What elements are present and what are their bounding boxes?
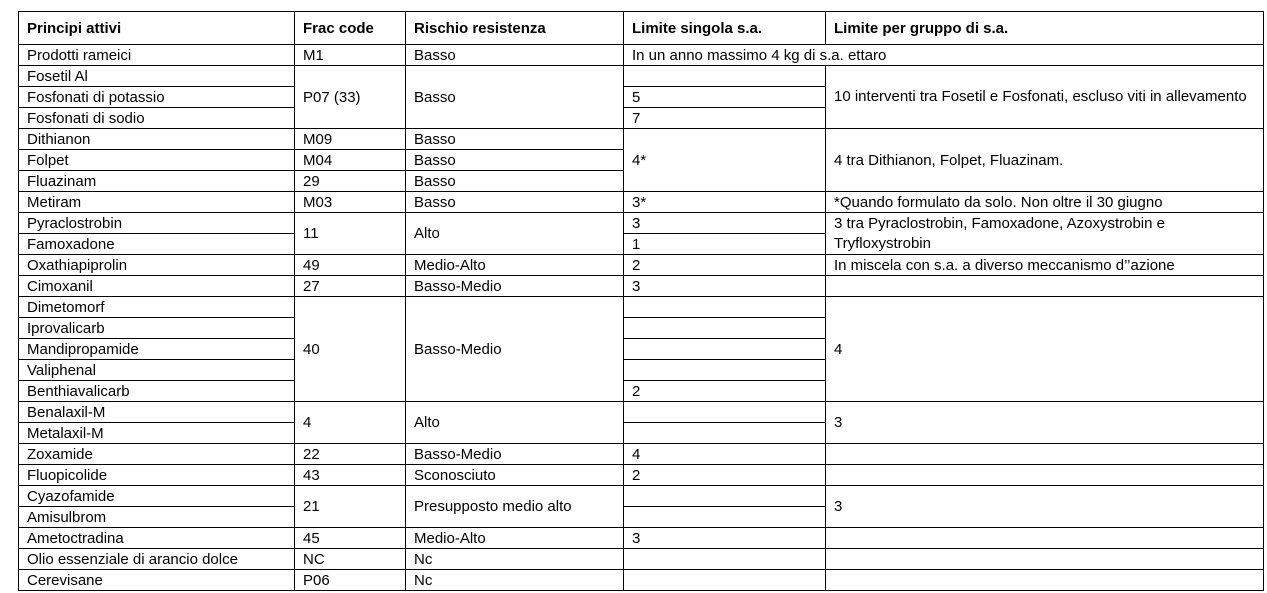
active-ingredient-cell: Fluopicolide — [19, 465, 295, 486]
single-limit-cell: 3 — [624, 528, 826, 549]
active-ingredient-cell: Cyazofamide — [19, 486, 295, 507]
table-row — [19, 549, 1264, 570]
single-limit-cell — [624, 507, 826, 528]
risk-cell: Basso-Medio — [406, 297, 624, 402]
group-limit-cell — [826, 465, 1264, 486]
single-limit-cell: 4* — [624, 129, 826, 192]
group-limit-cell — [826, 276, 1264, 297]
risk-cell: Basso — [406, 150, 624, 171]
frac-code-cell: NC — [295, 549, 406, 570]
single-limit-cell: 1 — [624, 234, 826, 255]
frac-code-cell: 43 — [295, 465, 406, 486]
single-limit-cell — [624, 297, 826, 318]
single-limit-cell: 2 — [624, 255, 826, 276]
single-limit-cell: 2 — [624, 465, 826, 486]
risk-cell: Basso-Medio — [406, 444, 624, 465]
single-limit-cell: 3 — [624, 213, 826, 234]
active-ingredient-cell: Fosetil Al — [19, 66, 295, 87]
active-ingredient-cell: Olio essenziale di arancio dolce — [19, 549, 295, 570]
risk-cell: Alto — [406, 213, 624, 255]
risk-cell: Basso — [406, 66, 624, 129]
risk-cell: Basso — [406, 171, 624, 192]
active-ingredient-cell: Metiram — [19, 192, 295, 213]
frac-code-cell: P07 (33) — [295, 66, 406, 129]
active-ingredient-cell: Ametoctradina — [19, 528, 295, 549]
table-row — [19, 45, 1264, 66]
active-ingredient-cell: Dithianon — [19, 129, 295, 150]
frac-code-cell: 21 — [295, 486, 406, 528]
frac-code-cell: P06 — [295, 570, 406, 591]
risk-cell: Basso — [406, 129, 624, 150]
active-ingredient-cell: Pyraclostrobin — [19, 213, 295, 234]
single-limit-cell — [624, 66, 826, 87]
risk-cell: Basso — [406, 45, 624, 66]
frac-code-cell: M03 — [295, 192, 406, 213]
single-limit-cell — [624, 486, 826, 507]
risk-cell: Alto — [406, 402, 624, 444]
single-limit-cell — [624, 339, 826, 360]
active-ingredient-cell: Iprovalicarb — [19, 318, 295, 339]
table-row — [19, 276, 1264, 297]
active-ingredient-cell: Folpet — [19, 150, 295, 171]
group-limit-cell — [826, 549, 1264, 570]
active-ingredient-cell: Cerevisane — [19, 570, 295, 591]
table-row — [19, 486, 1264, 507]
single-limit-cell — [624, 570, 826, 591]
group-limit-cell: 3 — [826, 402, 1264, 444]
group-limit-cell: 4 tra Dithianon, Folpet, Fluazinam. — [826, 129, 1264, 192]
active-ingredient-cell: Oxathiapiprolin — [19, 255, 295, 276]
group-limit-cell — [826, 444, 1264, 465]
group-limit-cell: *Quando formulato da solo. Non oltre il 30 giugno — [826, 192, 1264, 213]
frac-code-cell: 45 — [295, 528, 406, 549]
group-limit-cell: 3 tra Pyraclostrobin, Famoxadone, Azoxystrobin e Tryfloxystrobin — [826, 213, 1264, 255]
active-ingredient-cell: Fluazinam — [19, 171, 295, 192]
table-row — [19, 213, 1264, 234]
single-limit-cell: 7 — [624, 108, 826, 129]
single-limit-cell: 3* — [624, 192, 826, 213]
table-row — [19, 66, 1264, 87]
active-ingredient-cell: Amisulbrom — [19, 507, 295, 528]
risk-cell: Nc — [406, 570, 624, 591]
table-row — [19, 528, 1264, 549]
table-row — [19, 255, 1264, 276]
single-limit-cell: 3 — [624, 276, 826, 297]
risk-cell: Basso — [406, 192, 624, 213]
risk-cell: Basso-Medio — [406, 276, 624, 297]
active-ingredient-cell: Zoxamide — [19, 444, 295, 465]
frac-code-cell: M1 — [295, 45, 406, 66]
header-row — [19, 12, 1264, 45]
active-ingredient-cell: Valiphenal — [19, 360, 295, 381]
header-limite-gruppo: Limite per gruppo di s.a. — [826, 12, 1264, 45]
frac-code-cell: 11 — [295, 213, 406, 255]
active-ingredient-cell: Cimoxanil — [19, 276, 295, 297]
active-ingredient-cell: Fosfonati di potassio — [19, 87, 295, 108]
active-ingredient-cell: Benalaxil-M — [19, 402, 295, 423]
group-limit-cell — [826, 528, 1264, 549]
header-principi-attivi: Principi attivi — [19, 12, 295, 45]
risk-cell: Medio-Alto — [406, 255, 624, 276]
frac-code-cell: 4 — [295, 402, 406, 444]
single-limit-cell: 2 — [624, 381, 826, 402]
single-limit-cell — [624, 423, 826, 444]
group-limit-cell: 4 — [826, 297, 1264, 402]
active-ingredient-cell: Mandipropamide — [19, 339, 295, 360]
active-ingredient-cell: Famoxadone — [19, 234, 295, 255]
risk-cell: Sconosciuto — [406, 465, 624, 486]
active-ingredient-cell: Prodotti rameici — [19, 45, 295, 66]
single-limit-cell: 5 — [624, 87, 826, 108]
fungicide-resistance-table — [18, 11, 1264, 591]
group-limit-cell: 10 interventi tra Fosetil e Fosfonati, escluso viti in allevamento — [826, 66, 1264, 129]
frac-code-cell: 27 — [295, 276, 406, 297]
group-limit-cell: In miscela con s.a. a diverso meccanismo d’’azione — [826, 255, 1264, 276]
active-ingredient-cell: Fosfonati di sodio — [19, 108, 295, 129]
active-ingredient-cell: Metalaxil-M — [19, 423, 295, 444]
frac-code-cell: M09 — [295, 129, 406, 150]
header-limite-singola: Limite singola s.a. — [624, 12, 826, 45]
table-row — [19, 465, 1264, 486]
group-limit-cell: 3 — [826, 486, 1264, 528]
frac-code-cell: 49 — [295, 255, 406, 276]
table-row — [19, 402, 1264, 423]
risk-cell: Nc — [406, 549, 624, 570]
frac-code-cell: 40 — [295, 297, 406, 402]
group-limit-cell — [826, 570, 1264, 591]
table-row — [19, 570, 1264, 591]
single-limit-cell: 4 — [624, 444, 826, 465]
frac-code-cell: M04 — [295, 150, 406, 171]
active-ingredient-cell: Dimetomorf — [19, 297, 295, 318]
single-limit-cell — [624, 318, 826, 339]
risk-cell: Presupposto medio alto — [406, 486, 624, 528]
table-row — [19, 192, 1264, 213]
frac-code-cell: 22 — [295, 444, 406, 465]
table-row — [19, 297, 1264, 318]
single-limit-cell — [624, 360, 826, 381]
table-row — [19, 444, 1264, 465]
single-limit-cell — [624, 549, 826, 570]
frac-code-cell: 29 — [295, 171, 406, 192]
table-row — [19, 129, 1264, 150]
header-rischio-resistenza: Rischio resistenza — [406, 12, 624, 45]
risk-cell: Medio-Alto — [406, 528, 624, 549]
header-frac-code: Frac code — [295, 12, 406, 45]
single-limit-cell — [624, 402, 826, 423]
merged-limit-cell: In un anno massimo 4 kg di s.a. ettaro — [624, 45, 1264, 66]
active-ingredient-cell: Benthiavalicarb — [19, 381, 295, 402]
